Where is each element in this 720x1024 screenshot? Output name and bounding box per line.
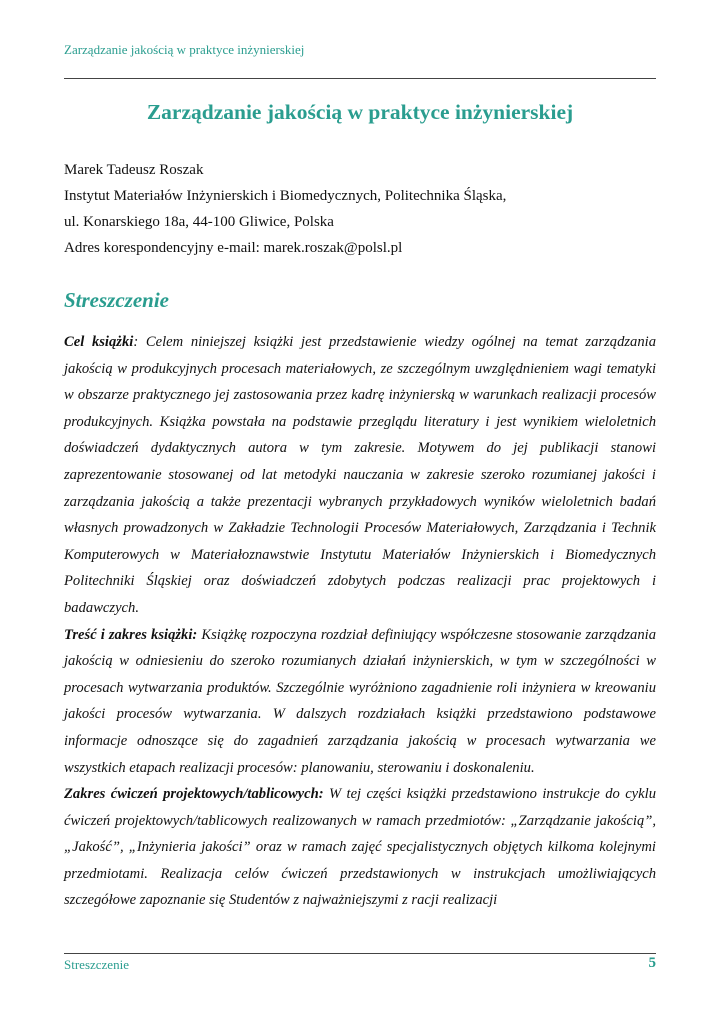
- paragraph-text: Książkę rozpoczyna rozdział definiujący współczesne stosowanie zarządzania jakością w odniesieniu do szeroko rozumianych działań inżynierskich, w tym w szczególności w procesach wytwarzania produktów. Szczególnie wyróżniono zagadnienie roli inżyniera w kreowaniu jakości procesów wytwarzania. W dalszych rozdziałach książki przedstawiono podstawowe informacje odnoszące się do zagadnień zarządzania jakością w procesach wytwarzania we wszystkich etapach realizacji procesów: planowaniu, sterowaniu i doskonaleniu.: [64, 626, 656, 776]
- paragraph-separator: :: [133, 334, 146, 350]
- paragraph-label: Cel książki: [64, 334, 134, 350]
- footer-divider: [64, 953, 656, 954]
- paragraph-text: W tej części książki przedstawiono instrukcje do cyklu ćwiczeń projektowych/tablicowych realizowanych w ramach przedmiotów: „Zarządzanie jakością”, „Jakość”, „Inżynieria jakości” oraz w ramach zajęć specjalistycznych objętych kilkoma kolejnymi przedmiotami. Realizacja celów ćwiczeń przedstawionych w instrukcjach umożliwiających szczegółowe zapoznanie się Studentów z najważniejszymi z racji realizacji: [64, 786, 656, 909]
- abstract-paragraph-content: [64, 622, 656, 782]
- author-email: Adres korespondencyjny e-mail: marek.roszak@polsl.pl: [64, 240, 403, 256]
- abstract-paragraph-exercises: [64, 781, 656, 914]
- author-name: Marek Tadeusz Roszak: [64, 162, 204, 178]
- footer-section-name: Streszczenie: [64, 957, 129, 972]
- paragraph-label: Zakres ćwiczeń projektowych/tablicowych:: [64, 786, 324, 803]
- abstract-paragraph-goal: [64, 329, 656, 622]
- author-address: ul. Konarskiego 18a, 44-100 Gliwice, Polska: [64, 214, 334, 230]
- author-block: [64, 157, 506, 261]
- author-affiliation: Instytut Materiałów Inżynierskich i Biomedycznych, Politechnika Śląska,: [64, 188, 507, 204]
- header-divider: [64, 78, 656, 79]
- paragraph-text: Celem niniejszej książki jest przedstawienie wiedzy ogólnej na temat zarządzania jakością w produkcyjnych procesach materiałowych, ze szczególnym uwzględnieniem wagi tematyki w obszarze praktycznego jej zastosowania przez kadrę inżynierską w warunkach realizacji procesów produkcyjnych. Książka powstała na podstawie przeglądu literatury i jest wynikiem wieloletnich doświadczeń dydaktycznych autora w tym zakresie. Motywem do jej publikacji stanowi zaprezentowanie stosowanej od lat metodyki nauczania w zakresie szeroko rozumianej jakości i zarządzania jakością a także prezentacji wybranych przykładowych wyników wieloletnich badań własnych prowadzonych w Zakładzie Technologii Procesów Materiałowych, Zarządzania i Technik Komputerowych w Materiałoznawstwie Instytutu Materiałów Inżynierskich i Biomedycznych Politechniki Śląskiej oraz doświadczeń zdobytych podczas realizacji prac projektowych i badawczych.: [64, 334, 656, 616]
- running-header: Zarządzanie jakością w praktyce inżynierskiej: [64, 42, 305, 57]
- abstract-body: [64, 329, 656, 914]
- page-number: 5: [648, 955, 656, 971]
- document-title: Zarządzanie jakością w praktyce inżynierskiej: [146, 100, 574, 124]
- paragraph-label: Treść i zakres książki:: [64, 626, 198, 643]
- section-heading: Streszczenie: [64, 288, 169, 312]
